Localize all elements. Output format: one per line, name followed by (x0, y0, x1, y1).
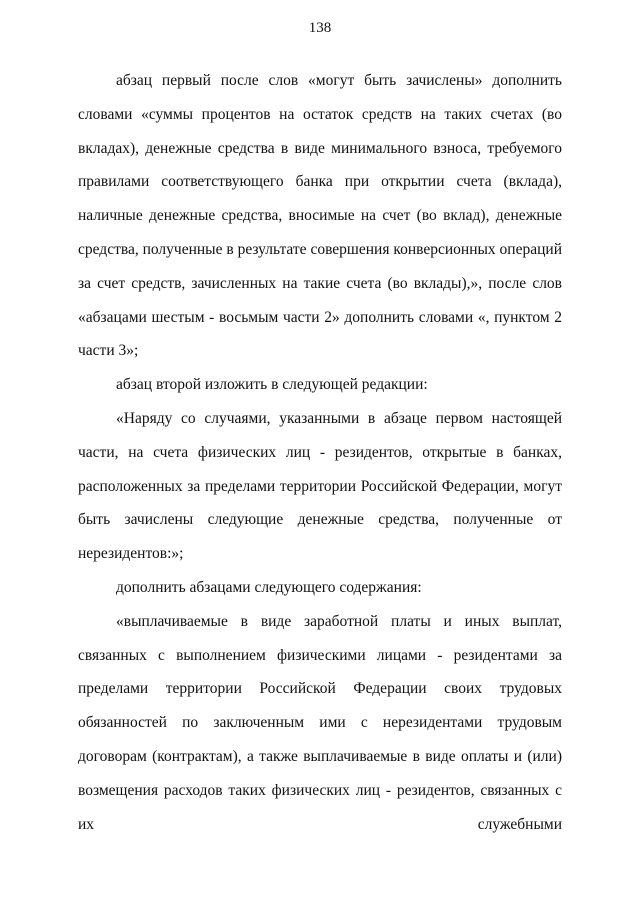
paragraph-amend-second-abzac: абзац второй изложить в следующей редакции: (116, 376, 428, 394)
document-body (78, 64, 562, 841)
paragraph-salary-payments: «выплачиваемые в виде заработной платы и иных выплат, связанных с выполнением физическими лицами - резидентами за пределами территории Российской Федерации своих трудовых обязанностей по заключенным ими с нерезидентами трудовым договорам (контрактам), а также выплачиваемые в виде оплаты и (или) возмещения расходов таких физических лиц - резидентов, связанных с их служебными (78, 612, 562, 833)
paragraph-amend-first-abzac: абзац первый после слов «могут быть зачислены» дополнить словами «суммы процентов на остаток средств на таких счетах (во вкладах), денежные средства в виде минимального взноса, требуемого правилами соответствующего банка при открытии счета (вклада), наличные денежные средства, вносимые на счет (во вклад), денежные средства, полученные в результате совершения конверсионных операций за счет средств, зачисленных на такие счета (во вклады),», после слов «абзацами шестым - восьмым части 2» дополнить словами «, пунктом 2 части 3»; (78, 72, 562, 360)
page-number: 138 (308, 20, 332, 36)
paragraph-new-wording: «Наряду со случаями, указанными в абзаце первом настоящей части, на счета физических лиц - резидентов, открытые в банках, расположенных за пределами территории Российской Федерации, могут быть зачислены следующие денежные средства, полученные от нерезидентов:»; (78, 409, 562, 563)
paragraph-add-abzacs: дополнить абзацами следующего содержания: (116, 578, 422, 596)
